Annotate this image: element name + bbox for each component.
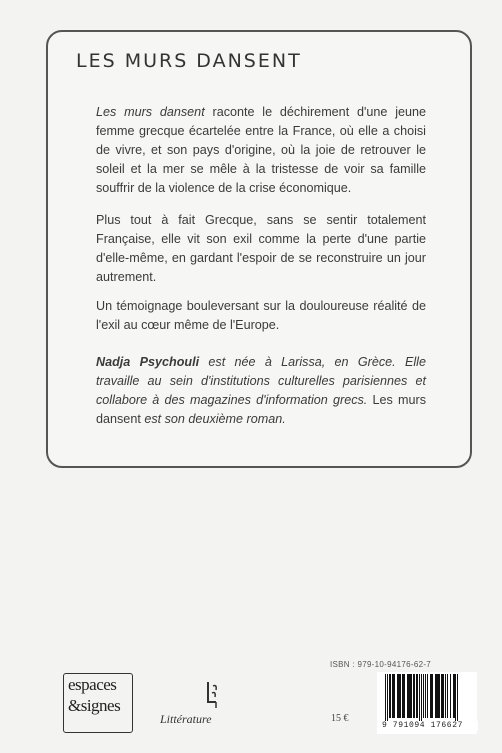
collection-mark-icon (204, 680, 220, 710)
publisher-logo-line1: espaces (68, 675, 117, 694)
publisher-logo-line2: &signes (68, 696, 121, 715)
blurb-title-italic: Les murs dansent (96, 105, 205, 119)
book-title: LES MURS DANSENT (76, 50, 302, 72)
blurb-paragraph-1 (96, 103, 426, 198)
blurb-paragraph-3: Un témoignage bouleversant sur la douloureuse réalité de l'exil au cœur même de l'Europe. (96, 299, 426, 332)
collection-label: Littérature (160, 712, 212, 726)
blurb (96, 103, 426, 439)
author-bio-part2: est son deuxième roman. (140, 412, 286, 426)
barcode-bars (381, 674, 477, 722)
author-bio-part1: est née à Larissa, en Grèce. Elle travaille au sein d'institutions culturelles parisiennes et collabore à des magazines d'information grecs. (96, 355, 426, 407)
price: 15 € (331, 713, 349, 724)
blurb-paragraph-2: Plus tout à fait Grecque, sans se sentir totalement Française, elle vit son exil comme la perte d'une partie d'elle-même, en gardant l'espoir de se reconstruire un jour autrement. (96, 213, 426, 284)
publisher-logo (63, 673, 133, 733)
author-bio (96, 353, 426, 429)
barcode-digits: 9 791094 176627 (382, 721, 478, 730)
isbn: ISBN : 979-10-94176-62-7 (330, 660, 432, 669)
author-bio-book-title: Les murs dansent (96, 393, 426, 426)
blurb-paragraph-1-text: raconte le déchirement d'une jeune femme grecque écartelée entre la France, où elle a choisi de vivre, et son pays d'origine, où la joie de retrouver le soleil et la mer se mêle à la tristesse de voir sa famille souffrir de la violence de la crise économique. (96, 105, 427, 195)
author-name: Nadja Psychouli (96, 355, 200, 369)
